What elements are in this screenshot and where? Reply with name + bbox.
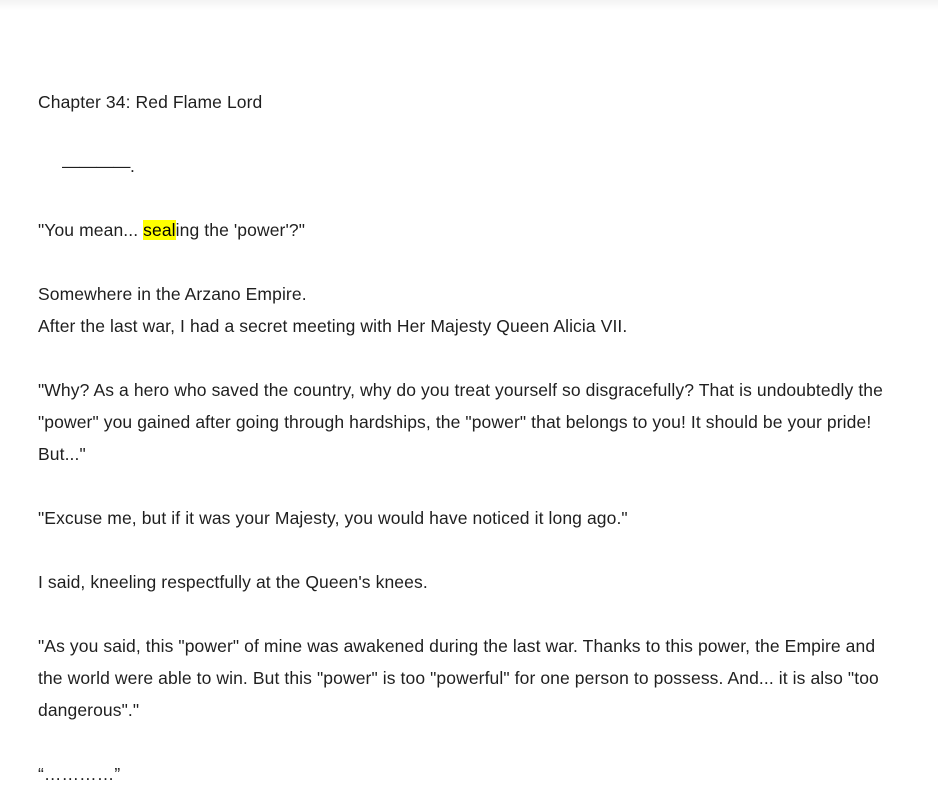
paragraph-dialogue-seal: [38, 214, 894, 246]
spacer: [38, 726, 894, 758]
spacer: [38, 598, 894, 630]
paragraph-queen-speech: "Why? As a hero who saved the country, why do you treat yourself so disgracefully? That is undoubtedly the "power" you gained after going through hardships, the "power" that belongs to you! It should be your pride! But...": [38, 380, 883, 464]
setting-line-2: After the last war, I had a secret meeting with Her Majesty Queen Alicia VII.: [38, 316, 628, 336]
section-divider: ————.: [62, 156, 135, 176]
spacer: [38, 342, 894, 374]
spacer: [38, 182, 894, 214]
document-content: [38, 86, 894, 790]
setting-line-1: Somewhere in the Arzano Empire.: [38, 284, 307, 304]
spacer: [38, 246, 894, 278]
paragraph-setting: [38, 278, 894, 342]
paragraph-ellipsis: “…………”: [38, 764, 121, 784]
spacer: [38, 470, 894, 502]
search-highlight: seal: [143, 220, 176, 240]
spacer: [38, 118, 894, 150]
paragraph-power-explanation: "As you said, this "power" of mine was awakened during the last war. Thanks to this power, the Empire and the world were able to win. But this "power" is too "powerful" for one person to possess. And... it is also "too dangerous".": [38, 636, 879, 720]
spacer: [38, 534, 894, 566]
chapter-title: Chapter 34: Red Flame Lord: [38, 92, 263, 112]
paragraph-hero-reply: "Excuse me, but if it was your Majesty, you would have noticed it long ago.": [38, 508, 628, 528]
browser-chrome-edge: [0, 0, 938, 10]
dialogue-text-post: ing the 'power'?": [175, 220, 306, 240]
dialogue-text-pre: "You mean...: [38, 220, 144, 240]
paragraph-narration-kneeling: I said, kneeling respectfully at the Queen's knees.: [38, 572, 428, 592]
